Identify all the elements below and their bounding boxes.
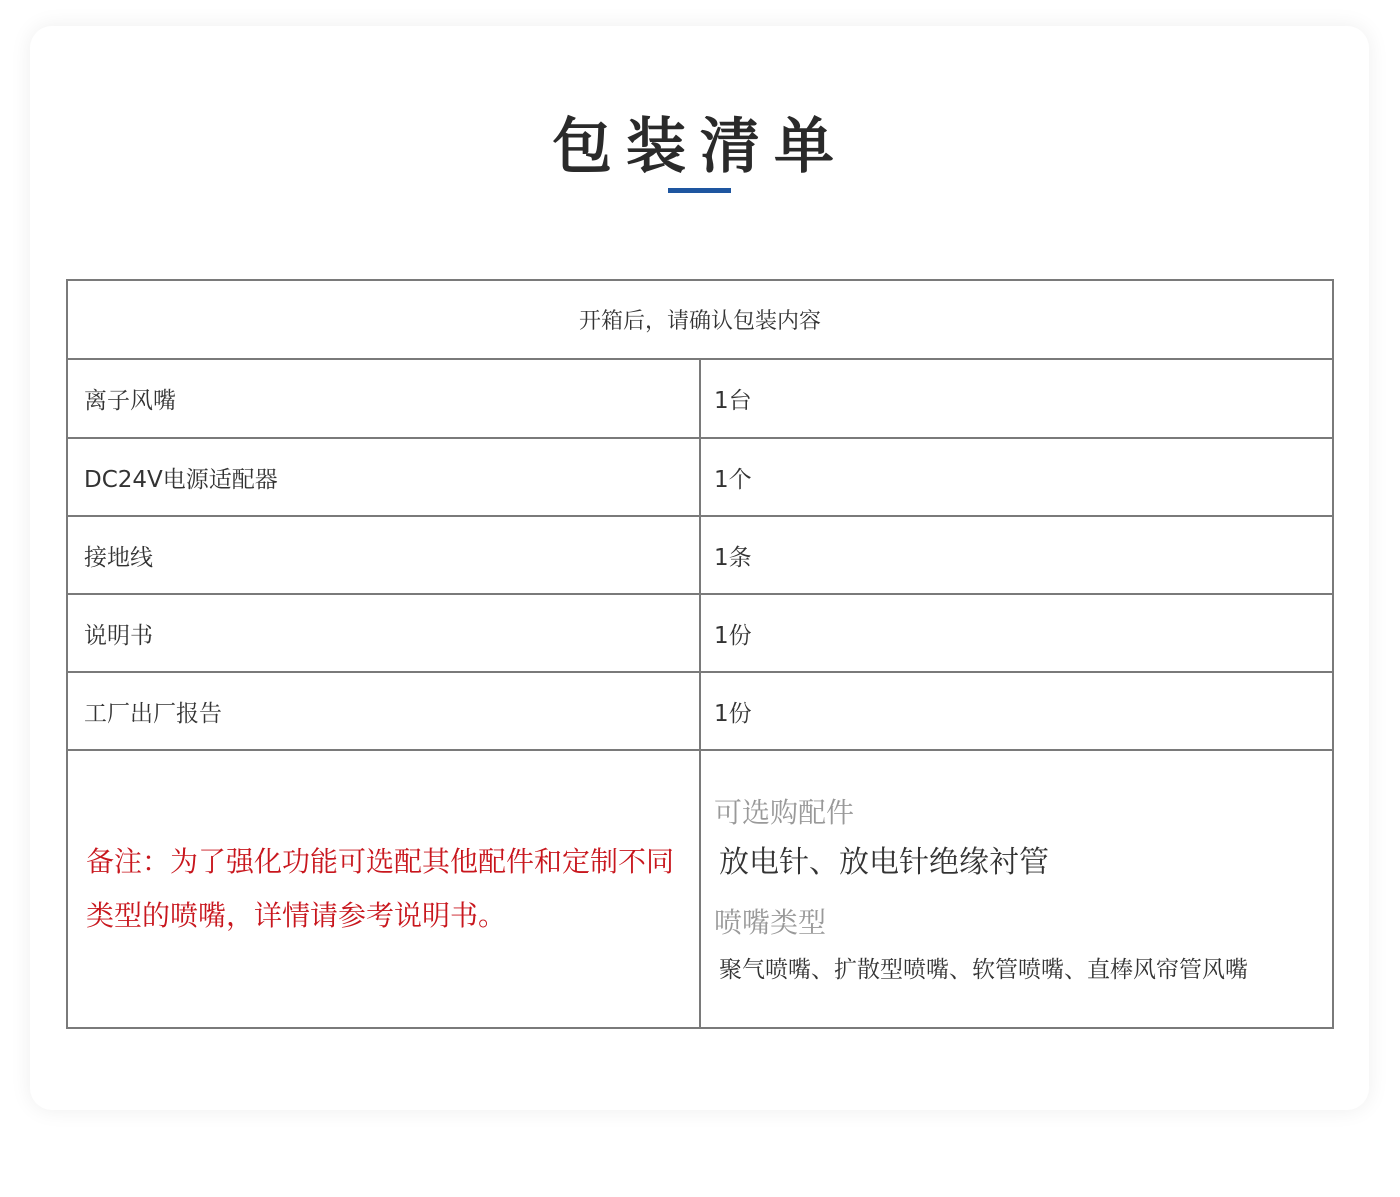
item-name: DC24V电源适配器	[84, 466, 278, 493]
note-text: 备注：为了强化功能可选配其他配件和定制不同类型的喷嘴，详情请参考说明书。	[86, 845, 675, 932]
table-row	[68, 595, 1332, 673]
qty-cell	[701, 360, 1332, 437]
item-cell	[68, 439, 701, 515]
nozzle-type-label: 喷嘴类型	[714, 906, 827, 939]
table-row	[68, 360, 1332, 439]
table-row	[68, 673, 1332, 751]
item-qty: 1个	[714, 466, 752, 493]
qty-cell	[701, 673, 1332, 749]
note-row	[68, 751, 1332, 1027]
page-title: 包装清单	[552, 112, 848, 182]
item-qty: 1份	[714, 622, 752, 649]
item-name: 离子风嘴	[84, 388, 176, 414]
item-qty: 1台	[714, 388, 752, 414]
item-cell	[68, 360, 701, 437]
qty-cell	[701, 595, 1332, 671]
note-cell	[68, 751, 701, 1027]
item-name: 工厂出厂报告	[84, 700, 222, 727]
packing-list-table	[66, 279, 1334, 1029]
item-name: 说明书	[84, 622, 153, 649]
table-header: 开箱后，请确认包装内容	[578, 309, 821, 334]
nozzle-type-value: 聚气喷嘴、扩散型喷嘴、软管喷嘴、直棒风帘管风嘴	[719, 957, 1248, 983]
item-qty: 1条	[714, 544, 752, 571]
qty-cell	[701, 517, 1332, 593]
title-underline	[668, 188, 731, 193]
item-name: 接地线	[84, 544, 153, 571]
table-header-row	[68, 281, 1332, 360]
qty-cell	[701, 439, 1332, 515]
table-row	[68, 439, 1332, 517]
item-qty: 1份	[714, 700, 752, 727]
optional-cell	[701, 751, 1332, 1027]
table-row	[68, 517, 1332, 595]
item-cell	[68, 595, 701, 671]
accessories-label: 可选购配件	[714, 796, 855, 829]
accessories-value: 放电针、放电针绝缘衬管	[719, 845, 1049, 880]
item-cell	[68, 673, 701, 749]
item-cell	[68, 517, 701, 593]
